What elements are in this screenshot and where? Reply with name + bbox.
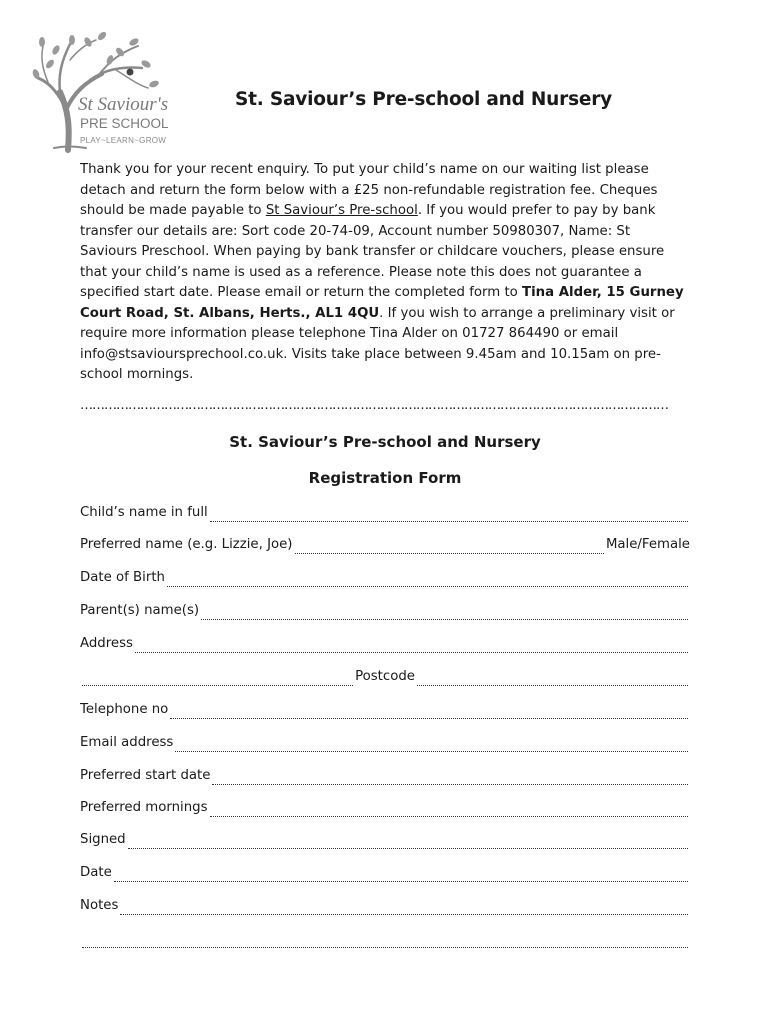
intro-text-3: . If you wish to arrange a preliminary visit or require more information please telephone Tina Alder on 01727 864490 or email info@stsavioursprechool.co.uk. Visits take place between 9.45am and 10.15am on pre-school mornings. [80, 305, 675, 382]
field-blank-line[interactable] [82, 934, 688, 948]
form-subheading: Registration Form [308, 469, 462, 487]
logo-tagline: PLAY~LEARN~GROW [80, 136, 167, 145]
logo-line2: PRE SCHOOL [80, 116, 169, 131]
intro-text-2: . If you would prefer to pay by bank transfer our details are: Sort code 20-74-09, Account number 50980307, Name: St Saviours Preschool. When paying by bank transfer or childcare vouchers, please ensure that your child’s name is used as a reference. Please note this does not guarantee a specified start date. Please email or return the completed form to [80, 203, 665, 300]
form-field-row [80, 537, 690, 557]
form-field-row [80, 570, 690, 590]
field-blank-line[interactable] [210, 803, 689, 817]
form-field-row [80, 898, 690, 918]
field-label: Parent(s) name(s) [80, 603, 200, 618]
field-blank-line[interactable] [210, 508, 688, 522]
detach-separator: ………………………………………………………………………………………………………………………………… [80, 398, 668, 413]
form-field-row [80, 702, 690, 722]
field-blank-line[interactable] [167, 573, 688, 587]
field-blank-line[interactable] [170, 705, 688, 719]
form-field-row [80, 931, 690, 951]
form-field-row [80, 800, 690, 820]
field-blank-line[interactable] [295, 540, 604, 554]
field-blank-line[interactable] [135, 639, 688, 653]
form-heading: St. Saviour’s Pre-school and Nursery [229, 433, 541, 451]
form-field-row [80, 669, 690, 689]
form-field-row [80, 735, 690, 755]
field-label: Preferred name (e.g. Lizzie, Joe) [80, 537, 293, 552]
field-label: Signed [80, 832, 126, 847]
return-address: Tina Alder, 15 Gurney Court Road, St. Albans, Herts., AL1 4QU [80, 285, 684, 321]
form-field-row [80, 636, 690, 656]
field-extra-label: Postcode [355, 669, 415, 684]
field-blank-line[interactable] [201, 606, 688, 620]
field-blank-line[interactable] [175, 738, 688, 752]
postcode-blank-line[interactable] [417, 672, 688, 686]
field-label: Preferred mornings [80, 800, 208, 815]
logo-line1: St Saviour's [78, 94, 169, 115]
field-label: Date [80, 865, 112, 880]
field-blank-line[interactable] [212, 771, 688, 785]
field-label: Telephone no [80, 702, 169, 717]
field-label: Preferred start date [80, 768, 211, 783]
page-title: St. Saviour’s Pre-school and Nursery [235, 89, 613, 110]
field-label: Notes [80, 898, 119, 913]
field-label: Email address [80, 735, 174, 750]
field-label: Date of Birth [80, 570, 165, 585]
form-field-row [80, 832, 690, 852]
field-blank-line[interactable] [120, 901, 688, 915]
payee-name: St Saviour’s Pre-school [265, 203, 418, 218]
form-field-row [80, 505, 690, 525]
field-label: Address [80, 636, 133, 651]
form-field-row [80, 865, 690, 885]
form-field-row [80, 603, 690, 623]
field-blank-line[interactable] [82, 672, 353, 686]
field-extra-label: Male/Female [605, 537, 690, 552]
intro-paragraph [80, 160, 690, 386]
school-logo [30, 30, 180, 155]
field-label: Child’s name in full [80, 505, 208, 520]
field-blank-line[interactable] [114, 868, 688, 882]
form-field-row [80, 768, 690, 788]
intro-text-1: Thank you for your recent enquiry. To put your child’s name on our waiting list please detach and return the form below with a £25 non-refundable registration fee. Cheques should be made payable to [80, 162, 658, 218]
field-blank-line[interactable] [128, 835, 688, 849]
tree-logo-icon [30, 30, 180, 155]
